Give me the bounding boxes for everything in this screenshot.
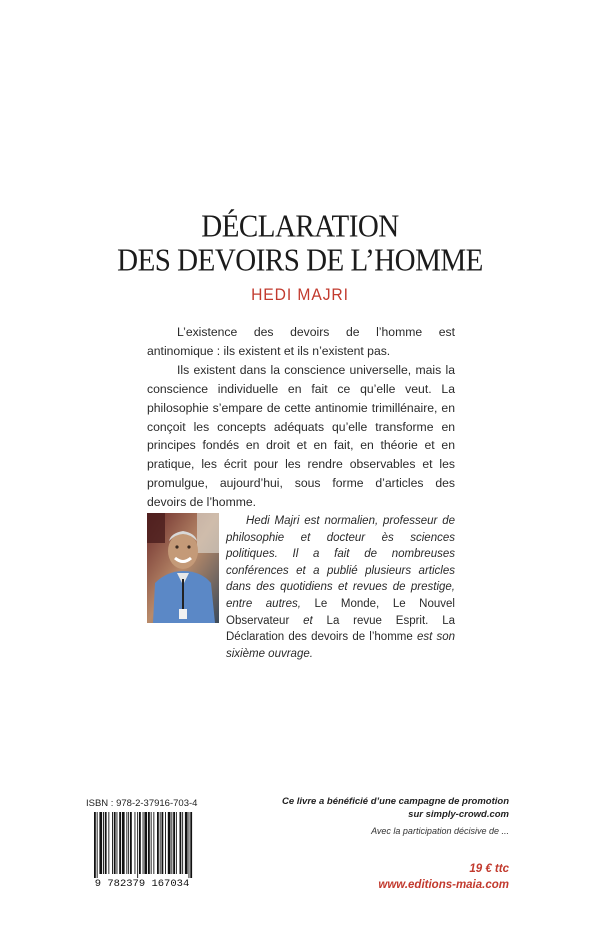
barcode-bar	[185, 812, 188, 874]
barcode-bar	[126, 812, 127, 874]
bio-text	[226, 513, 455, 662]
barcode-bar	[108, 812, 109, 874]
bio-part-5: est son sixième ouvrage.	[226, 631, 455, 660]
barcode-bar	[157, 812, 159, 874]
barcode-bar	[173, 812, 175, 874]
promo-text	[282, 795, 509, 821]
barcode-bar	[99, 812, 102, 874]
barcode-bar	[151, 812, 152, 874]
isbn-label: ISBN : 978-2-37916-703-4	[86, 798, 198, 809]
barcode-bar	[165, 812, 166, 874]
barcode-bar	[105, 812, 107, 874]
barcode-bar	[189, 812, 190, 878]
blurb-paragraph-2: Ils existent dans la conscience universelle, mais la conscience individuelle en fait ce qu’elle veut. La philosophie s’empare de cette antinomie trimillénaire, en conçoit les concepts adéquats qu’elle transforme en principes fondés en droit et en fait, en théorie et en pratique, les écrit pour les rendre observables et les promulgue, aujourd’hui, sous forme d’articles des devoirs de l’homme.	[147, 362, 455, 510]
barcode-bar	[97, 812, 98, 878]
book-blurb	[147, 323, 455, 512]
barcode-digits: 9 782379 167034	[94, 878, 190, 888]
barcode-bar	[190, 812, 192, 878]
barcode-bar	[168, 812, 171, 874]
bio-part-3: et	[303, 614, 313, 627]
barcode	[86, 810, 198, 888]
barcode-bar	[139, 812, 141, 874]
bio-part-4: La revue Esprit. La Déclaration des devoirs de l’homme	[226, 614, 455, 644]
promo-line-2: sur simply-crowd.com	[408, 809, 509, 820]
promo-line-1: Ce livre a bénéficié d’une campagne de promotion	[282, 796, 509, 807]
price-label: 19 € ttc	[469, 863, 509, 875]
barcode-bar	[103, 812, 104, 874]
barcode-bar	[182, 812, 183, 874]
barcode-bar	[119, 812, 121, 874]
barcode-bar	[144, 812, 147, 874]
barcode-bar	[176, 812, 177, 874]
barcode-bar	[148, 812, 150, 874]
participation-text: Avec la participation décisive de ...	[371, 826, 509, 836]
book-title-line2: DES DEVOIRS DE L’HOMME	[117, 243, 483, 279]
barcode-bar	[160, 812, 161, 874]
bio-part-2: Le Monde, Le Nouvel Observateur	[226, 597, 455, 627]
barcode-bar	[122, 812, 125, 874]
publisher-website: www.editions-maia.com	[378, 879, 509, 891]
barcode-bar	[153, 812, 154, 874]
barcode-bar	[114, 812, 116, 874]
barcode-bar	[143, 812, 144, 874]
bio-part-1: Hedi Majri est normalien, professeur de philosophie et docteur ès sciences politiques. Il a fait de nombreuses conférences et a publié plusieurs articles dans des quotidiens et revues de prestige, entre autres,	[226, 515, 455, 610]
barcode-bar	[137, 812, 138, 878]
barcode-bar	[171, 812, 172, 874]
barcode-bar	[94, 812, 96, 878]
book-title-line1: DÉCLARATION	[201, 209, 399, 245]
author-bio	[226, 513, 455, 662]
barcode-bar	[130, 812, 132, 874]
blurb-paragraph-1: L’existence des devoirs de l’homme est antinomique : ils existent et ils n’existent pas.	[147, 325, 455, 358]
barcode-bar	[180, 812, 182, 874]
barcode-bar	[135, 812, 136, 874]
barcode-bar	[117, 812, 118, 874]
barcode-bar	[128, 812, 129, 874]
barcode-bar	[112, 812, 113, 874]
author-photo-image	[147, 513, 219, 623]
barcode-bar	[162, 812, 164, 874]
author-name: HEDI MAJRI	[251, 285, 349, 304]
author-photo	[147, 513, 219, 623]
